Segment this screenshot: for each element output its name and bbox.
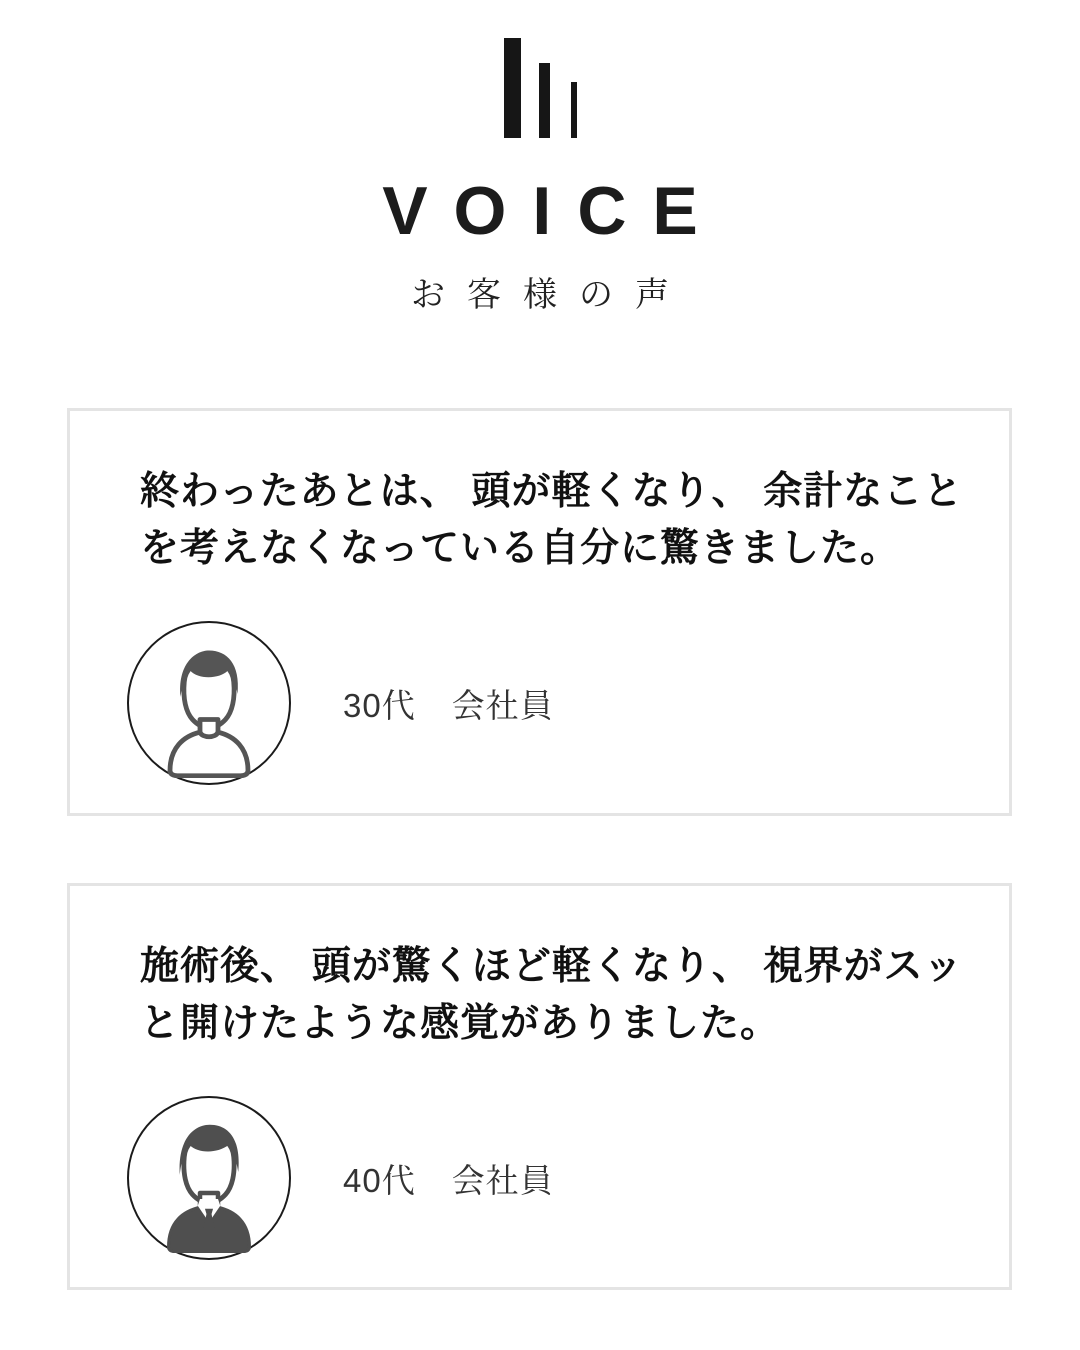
quote-line: を考えなくなっている自分に驚きました。 — [140, 527, 901, 570]
page-subtitle: お客様の声 — [411, 276, 691, 314]
sound-bars-icon — [571, 82, 577, 138]
customer-occupation: 会社員 — [451, 686, 554, 724]
customer-age: 30代 — [343, 686, 416, 724]
testimonial-quote — [140, 938, 985, 1052]
customer-info — [343, 1155, 554, 1202]
testimonial-quote — [140, 463, 985, 577]
customer-profile — [127, 621, 554, 785]
male-casual-avatar-icon — [134, 628, 284, 778]
avatar — [127, 1096, 291, 1260]
quote-line: と開けたような感覚がありました。 — [140, 1002, 781, 1045]
page-title: VOICE — [382, 173, 724, 249]
sound-bars-icon — [504, 38, 521, 138]
testimonial-card-2 — [67, 883, 1012, 1290]
sound-bars-icon — [539, 63, 550, 138]
quote-line: 施術後、 頭が驚くほど軽くなり、 視界がスッ — [140, 945, 964, 988]
male-suit-avatar-icon — [134, 1103, 284, 1253]
customer-profile — [127, 1096, 554, 1260]
customer-occupation: 会社員 — [451, 1161, 554, 1199]
testimonial-card-1 — [67, 408, 1012, 816]
customer-age: 40代 — [343, 1161, 416, 1199]
quote-line: 終わったあとは、 頭が軽くなり、 余計なこと — [140, 470, 964, 513]
customer-info — [343, 680, 554, 727]
avatar — [127, 621, 291, 785]
